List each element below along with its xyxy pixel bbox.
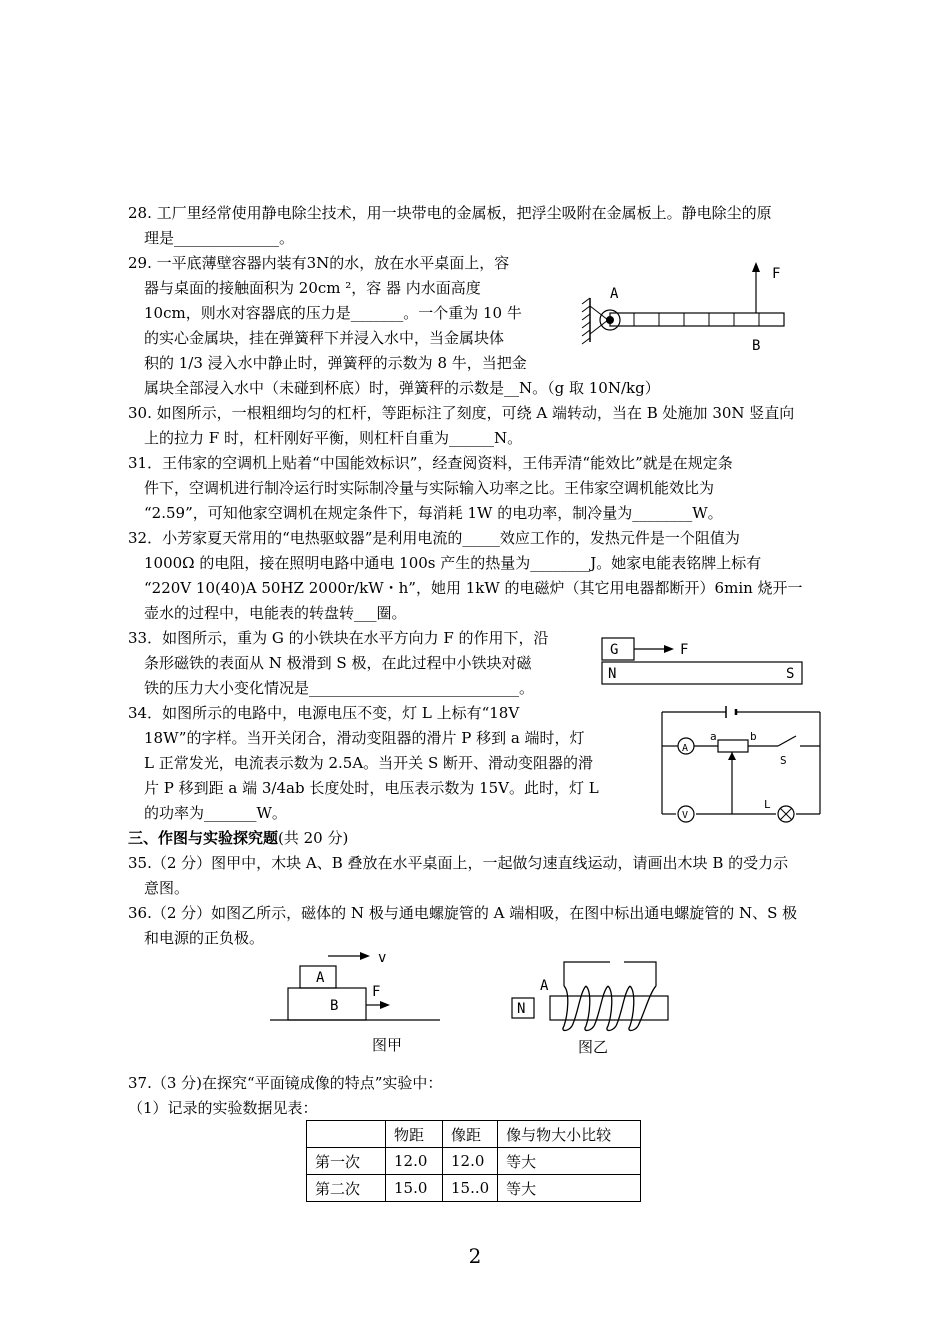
yi-caption: 图乙 <box>578 1038 609 1056</box>
table-header-cell: 像与物大小比较 <box>498 1121 641 1148</box>
table-cell: 12.0 <box>386 1148 443 1175</box>
q31-line-2: 件下，空调机进行制冷运行时实际制冷量与实际输入功率之比。王伟家空调机能效比为 <box>144 479 715 497</box>
lever-label-a: A <box>610 286 619 302</box>
q32-line-1: 32．小芳家夏天常用的“电热驱蚊器”是利用电流的_____效应工作的，发热元件是一个阻值为 <box>128 529 740 547</box>
q29-line-3: 10cm，则水对容器底的压力是_______。一个重为 10 牛 <box>144 304 522 322</box>
jia-label-a: A <box>316 970 325 986</box>
table-header-cell: 像距 <box>443 1121 498 1148</box>
q31-line-1: 31．王伟家的空调机上贴着“中国能效标识”，经查阅资料，王伟弄清“能效比”就是在规定条 <box>128 454 733 472</box>
table-header-cell <box>307 1121 386 1148</box>
table-header-cell: 物距 <box>386 1121 443 1148</box>
q29-line-4: 的实心金属块，挂在弹簧秤下并浸入水中，当金属块体 <box>144 329 505 347</box>
circuit-label-s: S <box>780 754 787 767</box>
q34-line-3: L 正常发光，电流表示数为 2.5A。当开关 S 断开、滑动变阻器的滑 <box>144 754 593 772</box>
q31-line-3: “2.59”，可知他家空调机在规定条件下，每消耗 1W 的电功率，制冷量为________W。 <box>144 504 723 522</box>
q29-line-1: 29. 一平底薄壁容器内装有3N的水，放在水平桌面上，容 <box>128 254 510 272</box>
q37-line-1: 37.（3 分)在探究“平面镜成像的特点”实验中： <box>128 1074 443 1092</box>
circuit-label-b: b <box>750 730 757 743</box>
table-cell: 等大 <box>498 1148 641 1175</box>
yi-label-n: N <box>517 1001 526 1017</box>
jia-caption: 图甲 <box>372 1036 403 1054</box>
circuit-label-voltmeter: V <box>682 810 689 821</box>
yi-label-a: A <box>540 978 549 994</box>
q32-line-3: “220V 10(40)A 50HZ 2000r/kW・h”，她用 1kW 的电磁炉（其它用电器都断开）6min 烧开一 <box>144 579 803 597</box>
q36-line-1: 36.（2 分）如图乙所示，磁体的 N 极与通电螺旋管的 A 端相吸，在图中标出通电螺旋管的 N、S 极 <box>128 904 798 922</box>
table-cell: 等大 <box>498 1175 641 1202</box>
magnet-label-g: G <box>610 642 619 658</box>
q30-line-2: 上的拉力 F 时，杠杆刚好平衡，则杠杆自重为______N。 <box>144 429 523 447</box>
q30-line-1: 30. 如图所示，一根粗细均匀的杠杆，等距标注了刻度，可绕 A 端转动，当在 B 处施加 30N 竖直向 <box>128 404 795 422</box>
table-row <box>307 1148 641 1175</box>
lever-label-b: B <box>752 338 761 354</box>
magnet-label-f: F <box>680 642 689 658</box>
section-3-heading <box>128 827 348 849</box>
q34-line-2: 18W”的字样。当开关闭合，滑动变阻器的滑片 P 移到 a 端时，灯 <box>144 729 585 747</box>
q33-line-2: 条形磁铁的表面从 N 极滑到 S 极，在此过程中小铁块对磁 <box>144 654 532 672</box>
q33-line-1: 33．如图所示，重为 G 的小铁块在水平方向力 F 的作用下，沿 <box>128 629 549 647</box>
q35-line-1: 35.（2 分）图甲中，木块 A、B 叠放在水平桌面上，一起做匀速直线运动，请画出木块 B 的受力示 <box>128 854 789 872</box>
table-row <box>307 1175 641 1202</box>
q29-line-5: 积的 1/3 浸入水中静止时，弹簧秤的示数为 8 牛，当把金 <box>144 354 527 372</box>
table-cell: 第二次 <box>307 1175 386 1202</box>
q32-line-4: 壶水的过程中，电能表的转盘转___圈。 <box>144 604 407 622</box>
circuit-label-a: a <box>710 730 717 743</box>
section-3-title: 三、作图与实验探究题 <box>128 829 279 847</box>
magnet-figure <box>600 636 810 688</box>
q28-line-2: 理是______________。 <box>144 229 295 247</box>
q29-line-6: 属块全部浸入水中（未碰到杯底）时，弹簧秤的示数是__N。（g 取 10N/kg） <box>144 379 660 397</box>
q36-line-2: 和电源的正负极。 <box>144 929 265 947</box>
circuit-label-l: L <box>764 798 771 811</box>
q35-line-2: 意图。 <box>144 879 190 897</box>
table-cell: 12.0 <box>443 1148 498 1175</box>
table-cell: 15..0 <box>443 1175 498 1202</box>
q37-line-2: （1）记录的实验数据见表： <box>128 1099 318 1117</box>
figure-jia <box>270 948 450 1060</box>
lever-label-f: F <box>772 266 781 282</box>
section-3-score: (共 20 分) <box>278 829 349 847</box>
jia-label-v: v <box>378 950 387 966</box>
table-cell: 第一次 <box>307 1148 386 1175</box>
q34-line-4: 片 P 移到距 a 端 3/4ab 长度处时，电压表示数为 15V。此时，灯 L <box>144 779 599 797</box>
experiment-data-table <box>306 1120 641 1202</box>
jia-label-b: B <box>330 998 339 1014</box>
table-cell: 15.0 <box>386 1175 443 1202</box>
q32-line-2: 1000Ω 的电阻，接在照明电路中通电 100s 产生的热量为________J。她家电能表铭牌上标有 <box>144 554 762 572</box>
q34-line-1: 34．如图所示的电路中，电源电压不变，灯 L 上标有“18V <box>128 704 520 722</box>
figure-yi <box>506 952 676 1060</box>
magnet-label-n: N <box>608 666 617 682</box>
q29-line-2: 器与桌面的接触面积为 20cm ²，容 器 内水面高度 <box>144 279 481 297</box>
q34-line-5: 的功率为_______W。 <box>144 804 287 822</box>
circuit-figure <box>660 704 825 824</box>
magnet-label-s: S <box>786 666 795 682</box>
table-header-row <box>307 1121 641 1148</box>
page-number: 2 <box>468 1244 482 1268</box>
circuit-label-ammeter: A <box>682 743 689 754</box>
lever-figure <box>580 258 800 358</box>
q33-line-3: 铁的压力大小变化情况是____________________________。 <box>144 679 535 697</box>
jia-label-f: F <box>372 984 381 1000</box>
q28-line-1: 28. 工厂里经常使用静电除尘技术，用一块带电的金属板，把浮尘吸附在金属板上。静电除尘的原 <box>128 204 772 222</box>
